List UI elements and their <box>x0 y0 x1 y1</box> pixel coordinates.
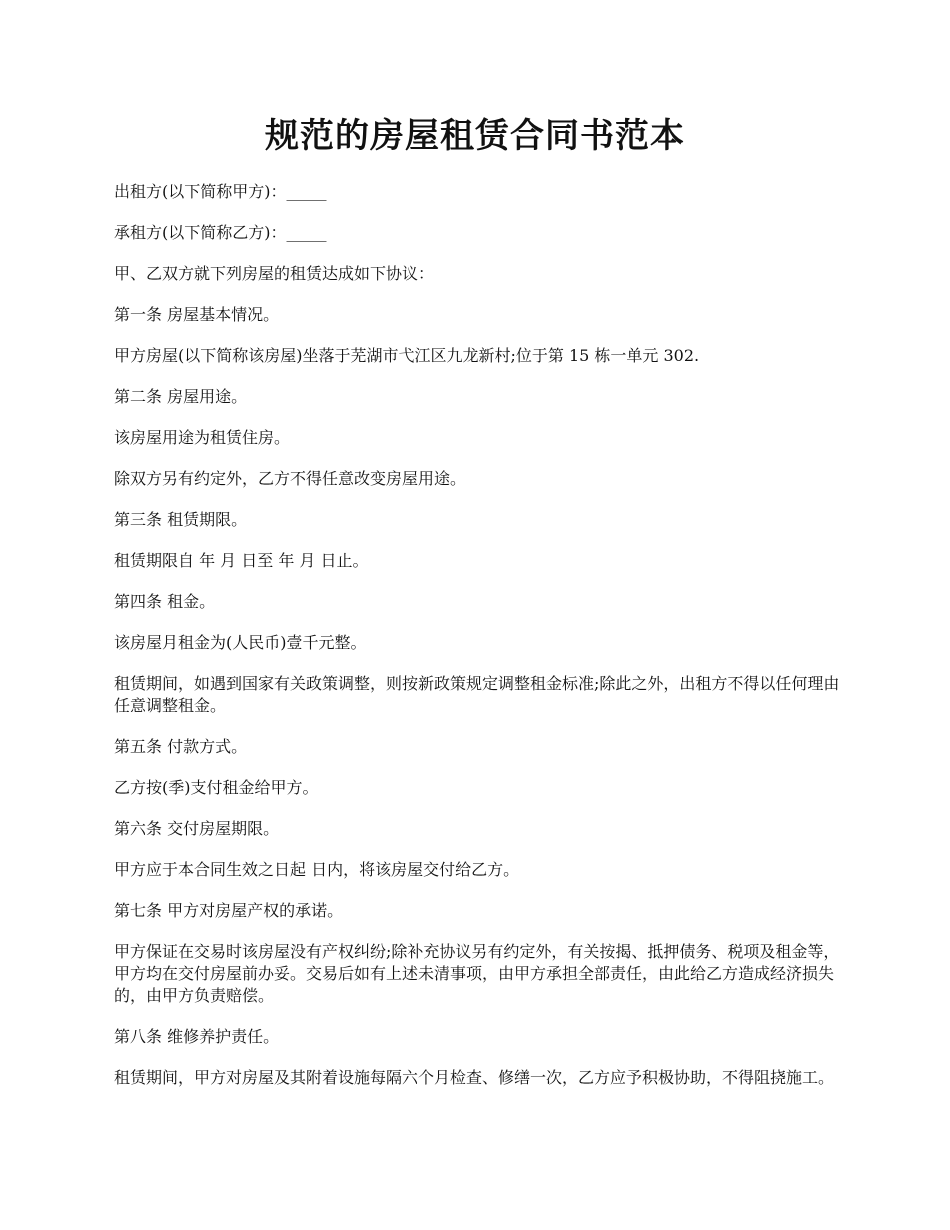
article-8-text: 租赁期间，甲方对房屋及其附着设施每隔六个月检查、修缮一次，乙方应予积极协助，不得阻挠施工。 <box>114 1068 835 1087</box>
article-8-heading: 第八条 维修养护责任。 <box>114 1027 280 1046</box>
article-7-text: 甲方保证在交易时该房屋没有产权纠纷;除补充协议另有约定外，有关按揭、抵押债务、税项及租金等，甲方均在交付房屋前办妥。交易后如有上述未清事项，由甲方承担全部责任，由此给乙方造成经济损失的，由甲方负责赔偿。 <box>114 942 840 1005</box>
article-6-heading: 第六条 交付房屋期限。 <box>114 819 280 838</box>
party-b-line: 承租方(以下简称乙方)：_____ <box>114 223 327 242</box>
document-title: 规范的房屋租赁合同书范本 <box>265 116 685 156</box>
article-4-text: 该房屋月租金为(人民币)壹千元整。 <box>114 633 367 652</box>
article-2-text: 该房屋用途为租赁住房。 <box>114 428 291 447</box>
article-4-heading: 第四条 租金。 <box>114 592 216 611</box>
article-6-text: 甲方应于本合同生效之日起 日内，将该房屋交付给乙方。 <box>114 860 520 879</box>
article-1-heading: 第一条 房屋基本情况。 <box>114 305 280 324</box>
article-1-text: 甲方房屋(以下简称该房屋)坐落于芜湖市弋江区九龙新村;位于第 15 栋一单元 302. <box>114 346 700 365</box>
party-a-line: 出租方(以下简称甲方)：_____ <box>114 182 327 201</box>
article-2-heading: 第二条 房屋用途。 <box>114 387 248 406</box>
document-body <box>114 181 840 1108</box>
article-3-text: 租赁期限自 年 月 日至 年 月 日止。 <box>114 551 369 570</box>
article-5-text: 乙方按(季)支付租金给甲方。 <box>114 778 319 797</box>
article-5-heading: 第五条 付款方式。 <box>114 737 248 756</box>
agreement-intro: 甲、乙双方就下列房屋的租赁达成如下协议： <box>114 264 435 283</box>
article-7-heading: 第七条 甲方对房屋产权的承诺。 <box>114 901 344 920</box>
article-2-text-2: 除双方另有约定外，乙方不得任意改变房屋用途。 <box>114 469 467 488</box>
article-3-heading: 第三条 租赁期限。 <box>114 510 248 529</box>
article-4-text-2: 租赁期间，如遇到国家有关政策调整，则按新政策规定调整租金标准;除此之外，出租方不得以任何理由任意调整租金。 <box>114 674 840 715</box>
